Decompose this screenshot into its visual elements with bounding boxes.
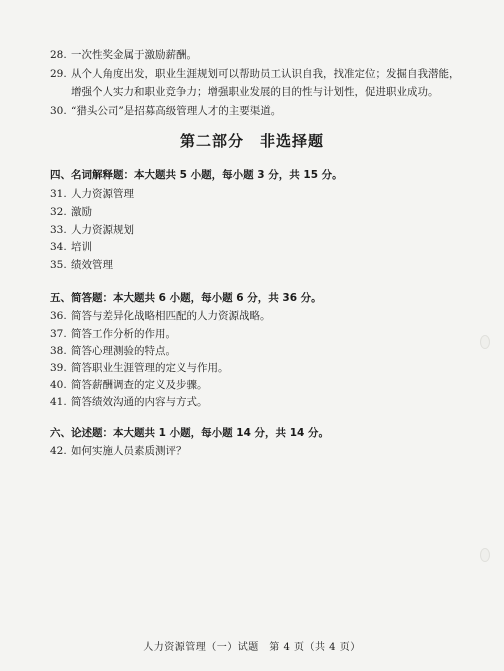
section-heading-short-answer: 五、简答题：本大题共 6 小题，每小题 6 分，共 36 分。 — [50, 292, 322, 304]
question-text: 培训 — [71, 241, 92, 253]
question-34 — [50, 240, 92, 254]
question-number: 30. — [50, 105, 67, 117]
question-33 — [50, 223, 134, 237]
question-text: “猎头公司”是招募高级管理人才的主要渠道。 — [71, 105, 282, 117]
question-number: 34. — [50, 241, 67, 253]
question-36 — [50, 309, 271, 323]
question-39 — [50, 361, 229, 375]
question-text: 一次性奖金属于激励薪酬。 — [71, 49, 197, 61]
question-text: 从个人角度出发，职业生涯规划可以帮助员工认识自我，找准定位；发掘自我潜能， — [71, 68, 460, 80]
section-heading-essay: 六、论述题：本大题共 1 小题，每小题 14 分，共 14 分。 — [50, 427, 329, 439]
binding-hole — [480, 335, 490, 349]
question-text: 简答绩效沟通的内容与方式。 — [71, 396, 208, 408]
question-number: 35. — [50, 259, 67, 271]
question-text: 简答心理测验的特点。 — [71, 345, 176, 357]
page-footer: 人力资源管理（一）试题 第 4 页（共 4 页） — [143, 642, 361, 653]
question-37 — [50, 327, 176, 341]
question-text: 简答工作分析的作用。 — [71, 328, 176, 340]
question-41 — [50, 395, 208, 409]
section-heading-definitions: 四、名词解释题：本大题共 5 小题，每小题 3 分，共 15 分。 — [50, 169, 343, 181]
question-number: 36. — [50, 310, 67, 322]
question-number: 33. — [50, 224, 67, 236]
question-number: 29. — [50, 68, 67, 80]
question-40 — [50, 378, 208, 392]
question-text: 人力资源管理 — [71, 188, 134, 200]
binding-hole — [480, 548, 490, 562]
question-number: 32. — [50, 206, 67, 218]
question-38 — [50, 344, 176, 358]
question-number: 31. — [50, 188, 67, 200]
question-text: 人力资源规划 — [71, 224, 134, 236]
question-number: 38. — [50, 345, 67, 357]
question-35 — [50, 258, 113, 272]
question-number: 42. — [50, 445, 67, 457]
part-two-title: 第二部分 非选择题 — [179, 132, 324, 150]
question-30 — [50, 104, 281, 118]
question-text: 简答与差异化战略相匹配的人力资源战略。 — [71, 310, 271, 322]
question-text: 简答薪酬调查的定义及步骤。 — [71, 379, 208, 391]
question-number: 28. — [50, 49, 67, 61]
question-text: 激励 — [71, 206, 92, 218]
question-number: 37. — [50, 328, 67, 340]
question-text: 简答职业生涯管理的定义与作用。 — [71, 362, 229, 374]
question-text: 如何实施人员素质测评？ — [71, 445, 187, 457]
question-text: 绩效管理 — [71, 259, 113, 271]
question-42 — [50, 444, 187, 458]
question-number: 41. — [50, 396, 67, 408]
question-32 — [50, 205, 92, 219]
question-number: 39. — [50, 362, 67, 374]
question-31 — [50, 187, 134, 201]
question-29-continuation: 增强个人实力和职业竞争力；增强职业发展的目的性与计划性，促进职业成功。 — [71, 86, 439, 98]
question-28 — [50, 48, 197, 62]
question-number: 40. — [50, 379, 67, 391]
question-29 — [50, 67, 460, 81]
